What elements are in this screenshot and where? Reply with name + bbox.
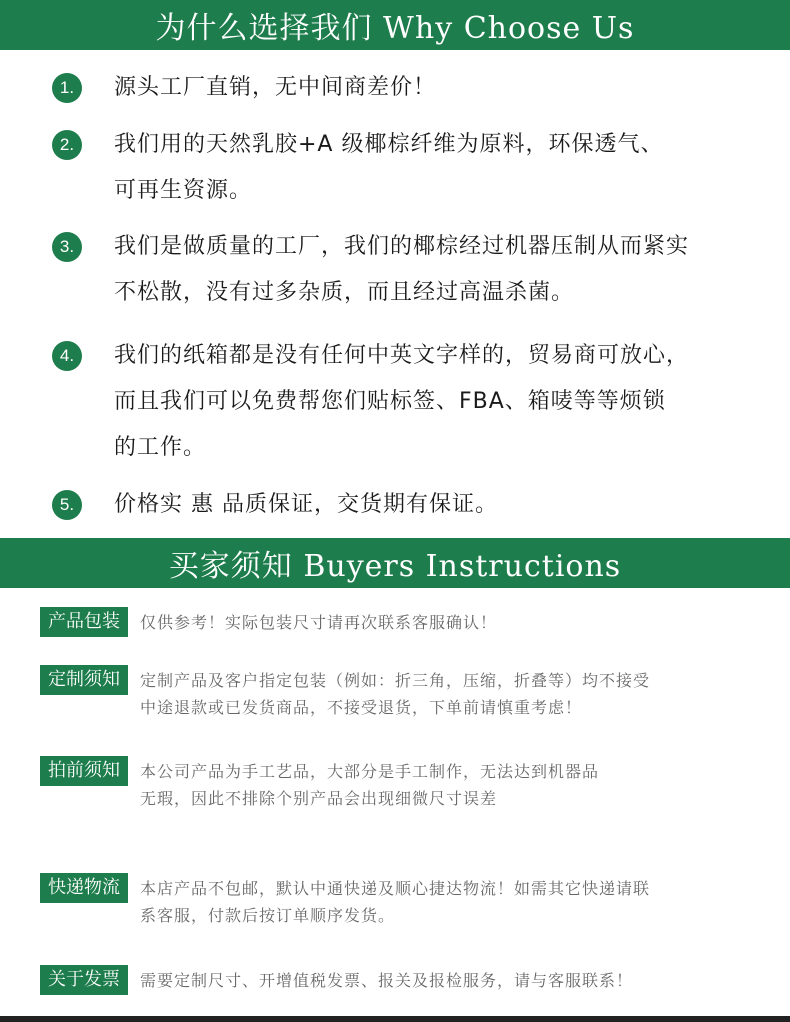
notice-text: 定制产品及客户指定包装（例如：折三角，压缩，折叠等）均不接受 中途退款或已发货商品，不接受退货，下单前请慎重考虑！	[140, 671, 651, 717]
reason-item-3	[52, 229, 752, 316]
reason-number: 3.	[52, 232, 82, 262]
notice-text: 需要定制尺寸、开增值税发票、报关及报检服务，请与客服联系！	[140, 971, 634, 990]
notice-text: 本店产品不包邮，默认中通快递及顺心捷达物流！如需其它快递请联 系客服，付款后按订单顺序发货。	[140, 879, 651, 925]
notice-packaging	[40, 607, 760, 637]
notice-invoice	[40, 965, 760, 995]
reason-item-1	[52, 70, 752, 111]
reason-text: 我们的纸箱都是没有任何中英文字样的，贸易商可放心， 而且我们可以免费帮您们贴标签、FBA、箱唛等等烦锁 的工作。	[114, 343, 690, 460]
notice-tag: 拍前须知	[40, 756, 128, 786]
buyers-instructions-title: 买家须知 Buyers Instructions	[168, 549, 622, 584]
reason-text: 我们是做质量的工厂，我们的椰棕经过机器压制从而紧实 不松散，没有过多杂质，而且经过高温杀菌。	[114, 234, 690, 305]
reason-text: 我们用的天然乳胶+A 级椰棕纤维为原料，环保透气、 可再生资源。	[114, 132, 664, 203]
buyers-instructions-banner	[0, 538, 790, 588]
reason-text: 价格实 惠 品质保证，交货期有保证。	[114, 492, 498, 517]
notice-text: 本公司产品为手工艺品，大部分是手工制作，无法达到机器品 无瑕，因此不排除个别产品会出现细微尺寸误差	[140, 762, 600, 808]
reason-item-5	[52, 487, 752, 528]
why-choose-us-title: 为什么选择我们 Why Choose Us	[155, 11, 635, 46]
notice-tag: 快递物流	[40, 873, 128, 903]
notice-tag: 产品包装	[40, 607, 128, 637]
why-choose-us-banner	[0, 0, 790, 50]
reason-number: 5.	[52, 490, 82, 520]
reason-text: 源头工厂直销，无中间商差价！	[114, 75, 437, 100]
reason-number: 1.	[52, 73, 82, 103]
notice-customization	[40, 665, 760, 721]
notice-before-purchase	[40, 756, 760, 812]
notice-tag: 定制须知	[40, 665, 128, 695]
reason-number: 2.	[52, 130, 82, 160]
bottom-divider	[0, 1016, 790, 1022]
notice-tag: 关于发票	[40, 965, 128, 995]
reason-number: 4.	[52, 341, 82, 371]
notice-text: 仅供参考！实际包装尺寸请再次联系客服确认！	[140, 613, 498, 632]
reason-item-4	[52, 338, 752, 471]
reason-item-2	[52, 127, 752, 214]
notice-shipping	[40, 873, 760, 929]
